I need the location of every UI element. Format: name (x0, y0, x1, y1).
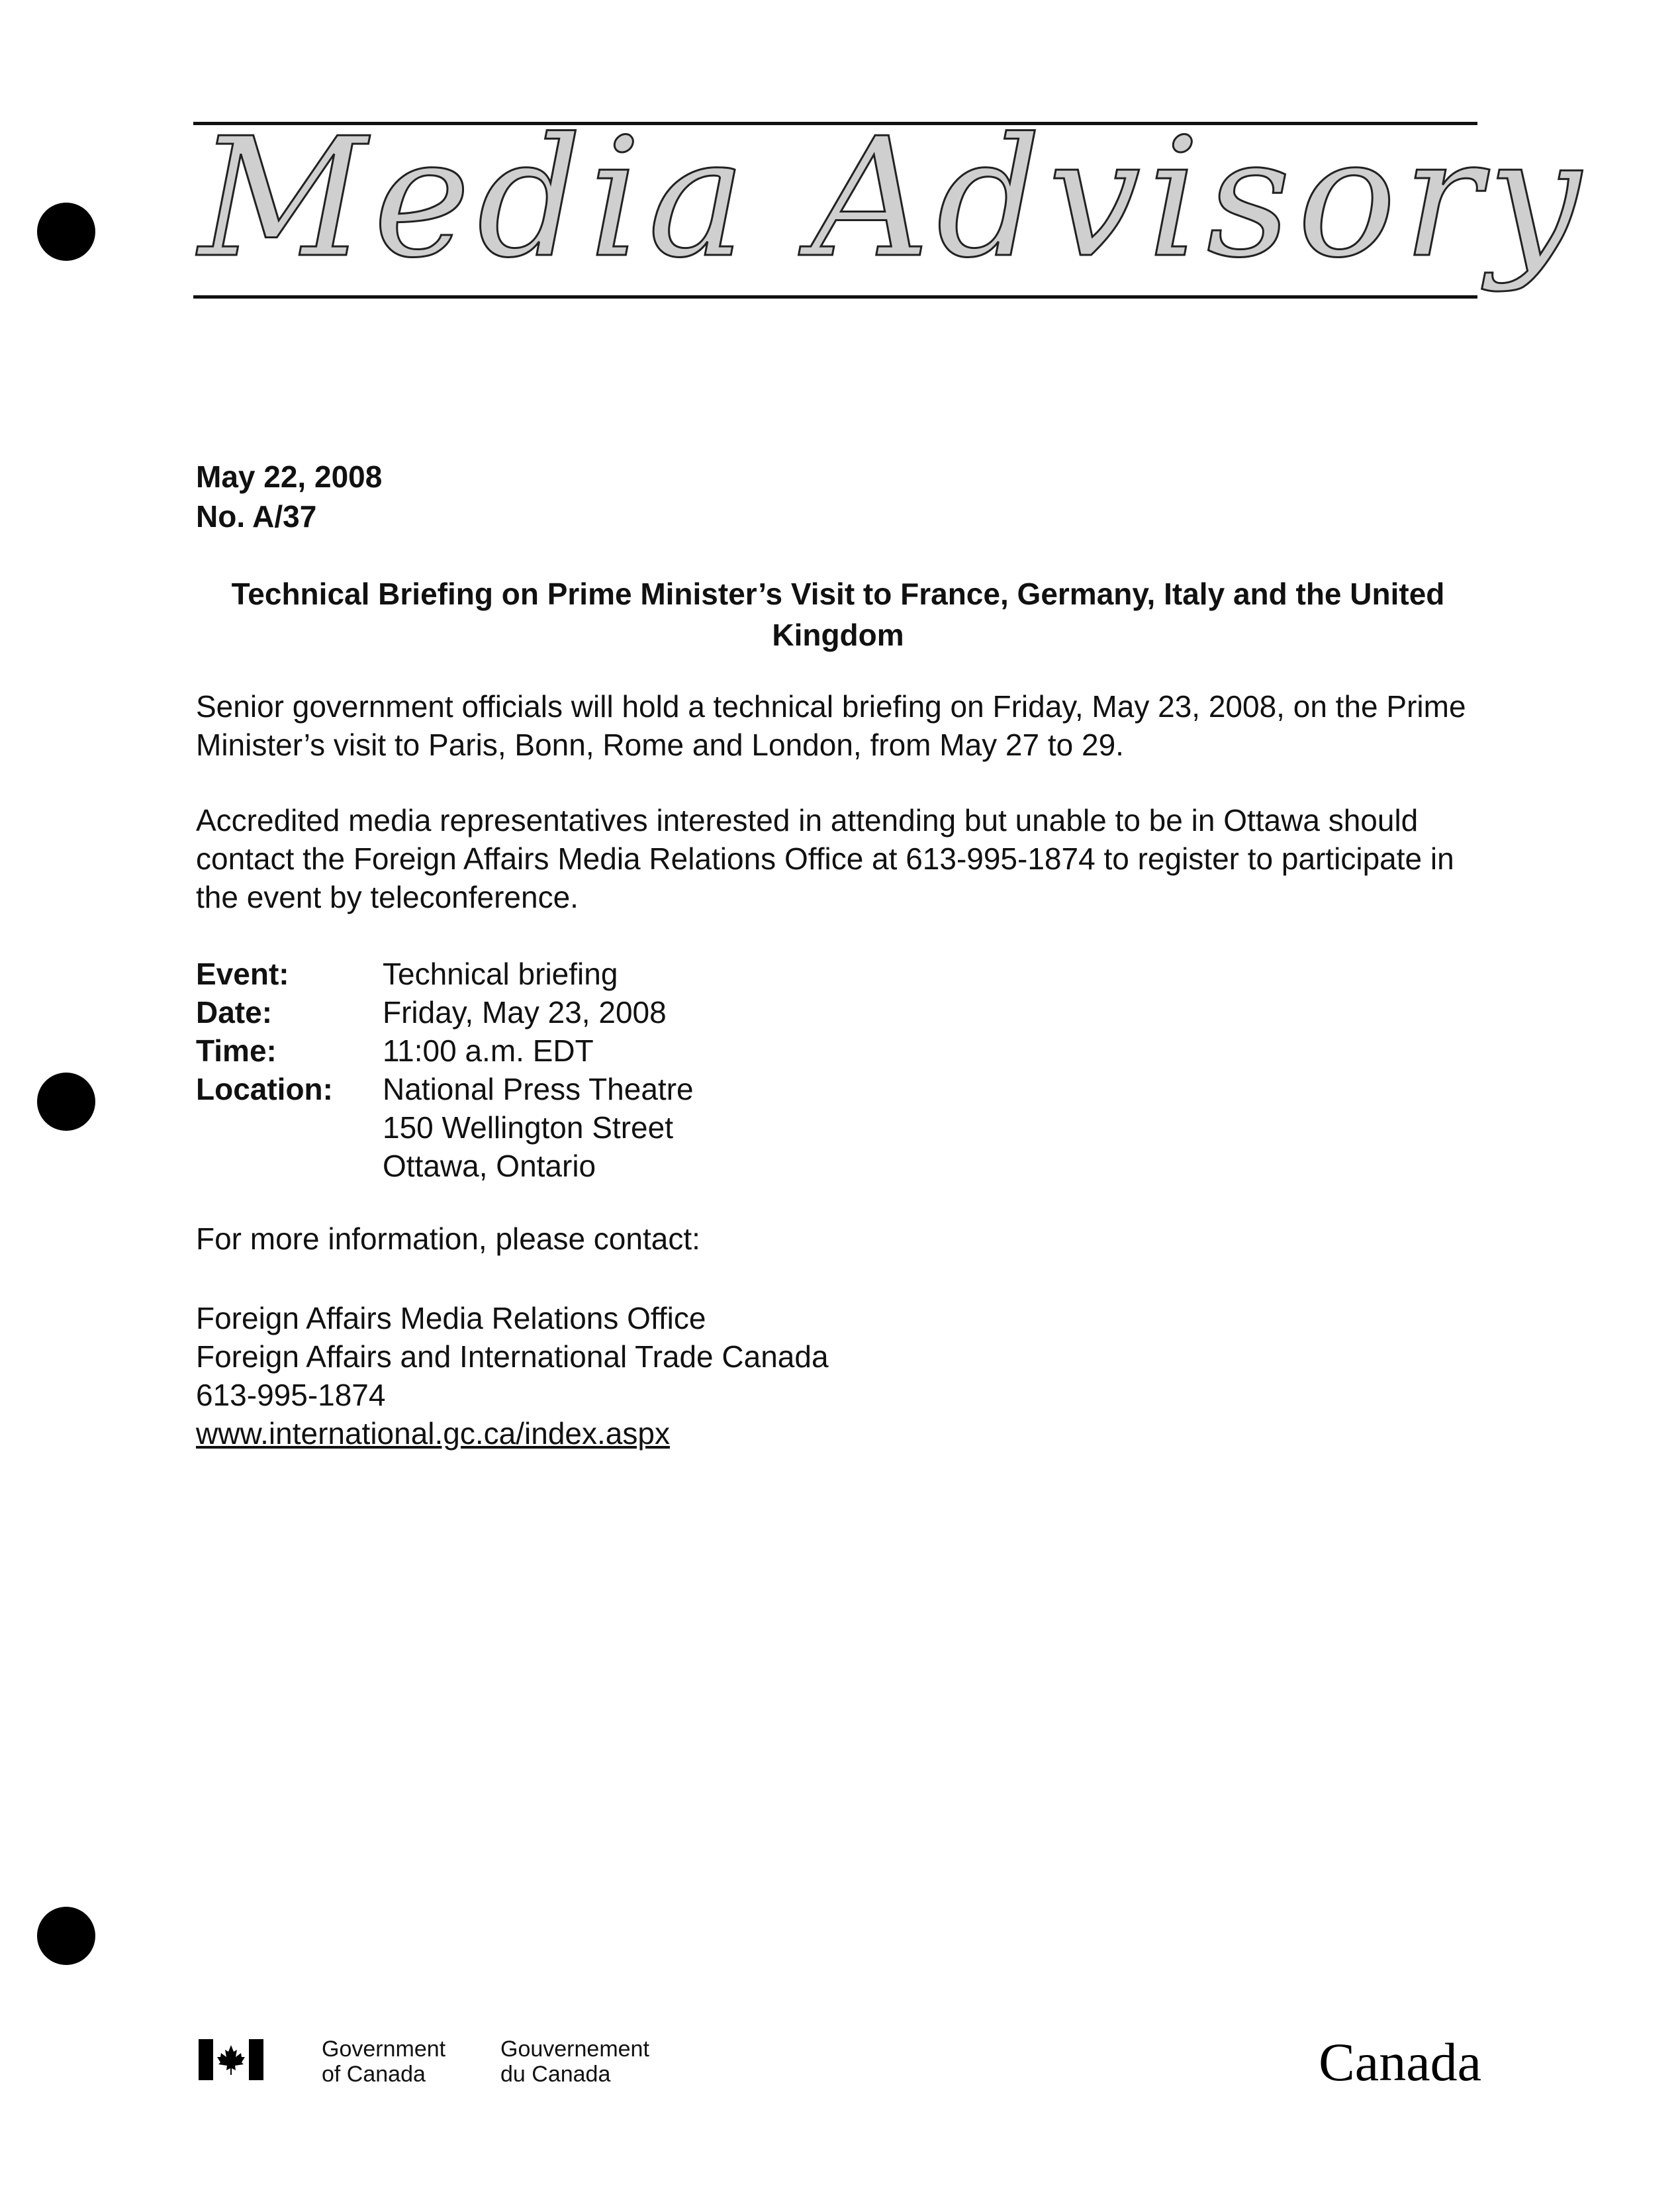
punch-hole-middle (37, 1073, 95, 1131)
gov-fr-line2: du Canada (500, 2062, 611, 2087)
contact-department: Foreign Affairs and International Trade Canada (196, 1339, 829, 1374)
date-row (196, 993, 694, 1031)
contact-website-link[interactable]: www.international.gc.ca/index.aspx (196, 1416, 670, 1451)
body-paragraph-2: Accredited media representatives interested in attending but unable to be in Ottawa should contact the Foreign Affairs Media Relations Office at 613-995-1874 to register to participate in the event by teleconference. (196, 803, 1454, 914)
contact-phone: 613-995-1874 (196, 1378, 386, 1412)
masthead-title: Media Advisory (199, 103, 1587, 294)
advisory-meta (196, 457, 382, 536)
headline: Technical Briefing on Prime Minister’s Visit to France, Germany, Italy and the United Kingdom (231, 577, 1445, 652)
flag-bar-right (249, 2039, 263, 2080)
punch-hole-top (37, 203, 95, 261)
location-line: National Press Theatre (383, 1072, 694, 1106)
date-value: Friday, May 23, 2008 (383, 995, 667, 1030)
time-label: Time: (196, 1033, 277, 1068)
contact-intro: For more information, please contact: (196, 1222, 700, 1256)
location-label: Location: (196, 1072, 333, 1106)
location-value (383, 1070, 694, 1185)
event-details (196, 955, 694, 1185)
government-of-canada-en (322, 2036, 445, 2087)
location-row (196, 1070, 694, 1185)
canada-wordmark: Canada (1319, 2032, 1481, 2092)
time-value: 11:00 a.m. EDT (383, 1033, 594, 1068)
event-label: Event: (196, 957, 289, 991)
advisory-number: No. A/37 (196, 499, 317, 534)
masthead-bottom-rule (193, 295, 1477, 299)
gov-fr-line1: Gouvernement (500, 2036, 649, 2062)
event-value: Technical briefing (383, 957, 618, 991)
flag-bar-left (199, 2039, 213, 2080)
contact-office: Foreign Affairs Media Relations Office (196, 1301, 706, 1335)
location-line: 150 Wellington Street (383, 1110, 673, 1145)
time-row (196, 1031, 694, 1070)
canada-flag-icon (199, 2038, 263, 2082)
event-row (196, 955, 694, 993)
gov-en-line2: of Canada (322, 2062, 426, 2087)
advisory-date: May 22, 2008 (196, 459, 383, 494)
gouvernement-du-canada-fr (500, 2036, 649, 2087)
contact-block (196, 1299, 829, 1453)
maple-leaf-icon (213, 2039, 249, 2080)
date-label: Date: (196, 995, 273, 1030)
punch-hole-bottom (37, 1907, 95, 1965)
body-paragraph-1: Senior government officials will hold a technical briefing on Friday, May 23, 2008, on the Prime Minister’s visit to Paris, Bonn, Rome and London, from May 27 to 29. (196, 689, 1466, 762)
location-line: Ottawa, Ontario (383, 1149, 596, 1183)
gov-en-line1: Government (322, 2036, 446, 2062)
